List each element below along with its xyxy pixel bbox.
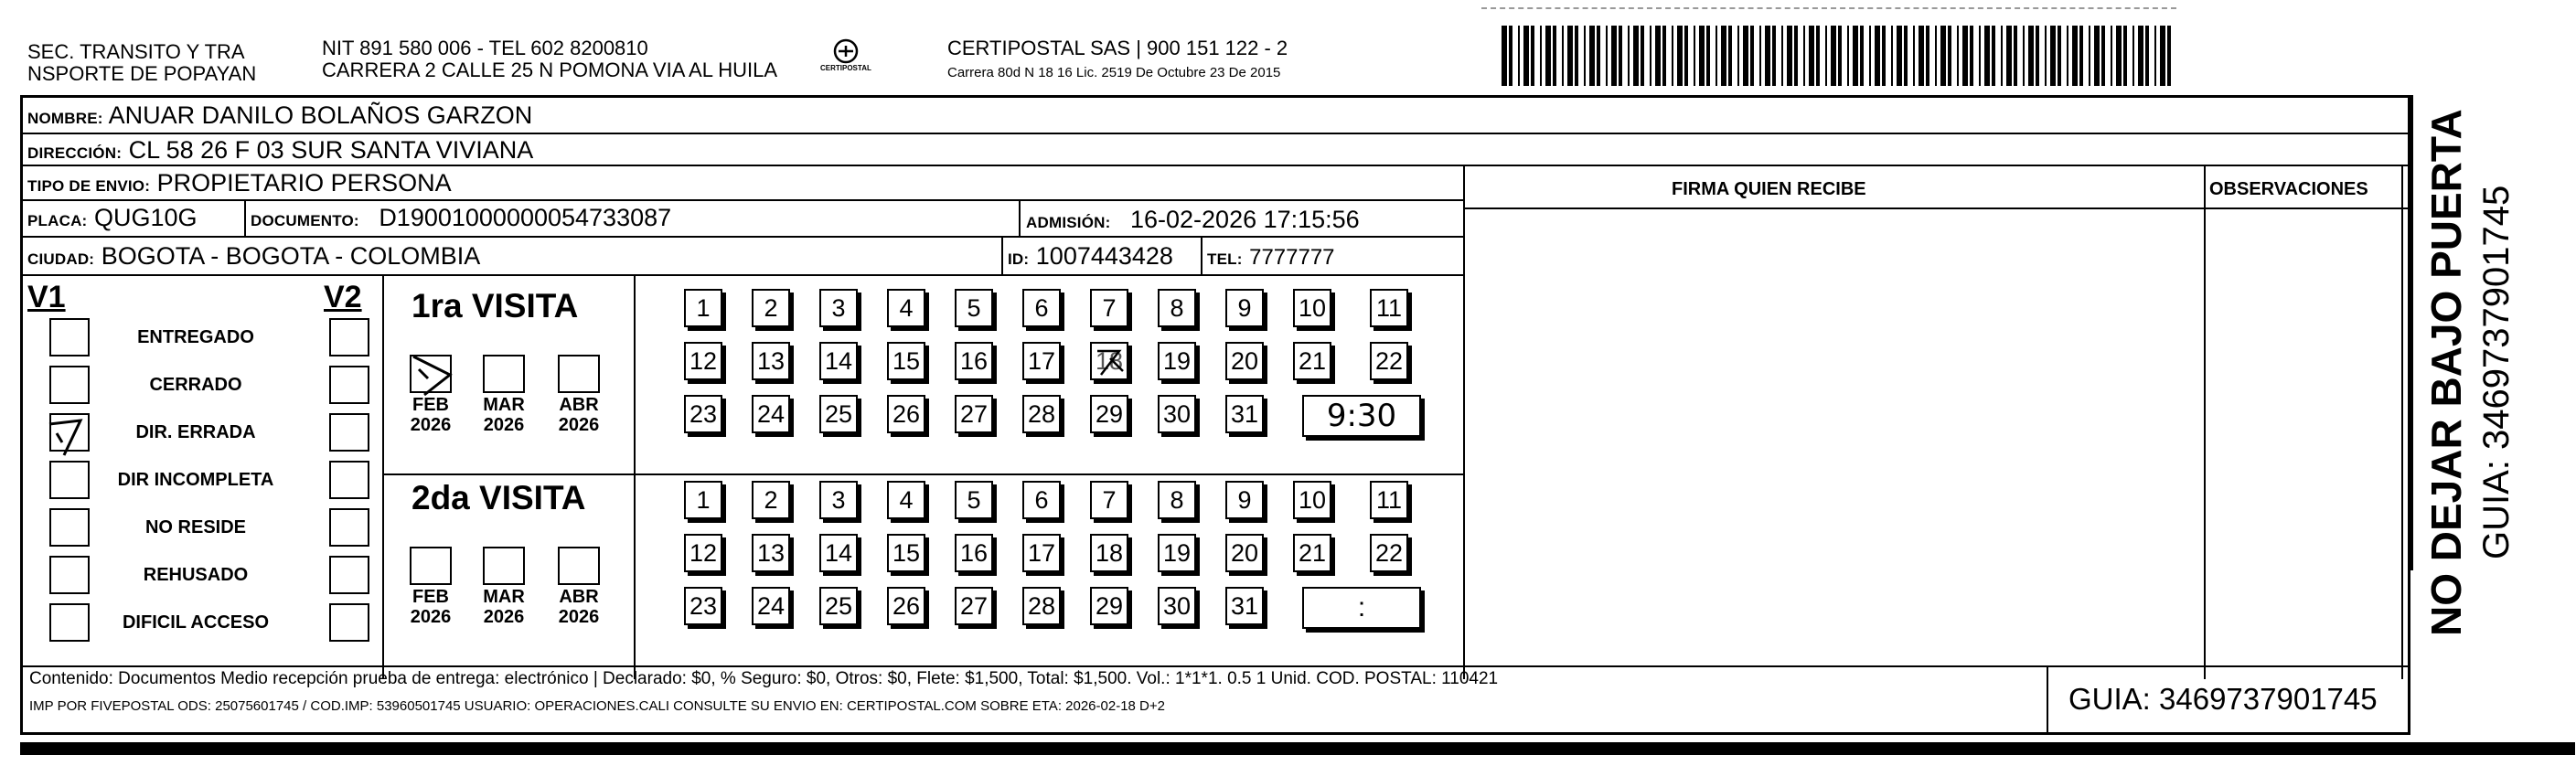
month-checkbox[interactable] xyxy=(558,355,600,393)
barcode-bar xyxy=(1816,26,1820,86)
day-box[interactable]: 31 xyxy=(1225,395,1264,433)
barcode-bar xyxy=(1979,26,1981,86)
barcode-bar xyxy=(1897,26,1902,86)
status-option-label: DIR. ERRADA xyxy=(135,422,256,442)
company-line: CERTIPOSTAL SAS | 900 151 122 - 2 xyxy=(947,37,1288,59)
day-box[interactable]: 20 xyxy=(1225,534,1264,572)
month-label: FEB xyxy=(412,587,449,607)
day-box[interactable]: 6 xyxy=(1022,481,1061,519)
barcode-bar xyxy=(1765,26,1770,86)
barcode-bar xyxy=(2050,26,2056,86)
day-box[interactable]: 23 xyxy=(684,395,722,433)
barcode-bar xyxy=(1913,26,1915,86)
barcode-bar xyxy=(2160,26,2165,86)
barcode-bar xyxy=(2001,26,2003,86)
day-box[interactable]: 8 xyxy=(1158,481,1196,519)
day-box[interactable]: 9 xyxy=(1225,481,1264,519)
month-label: FEB xyxy=(412,395,449,415)
documento-value: D19001000000054733087 xyxy=(379,204,672,231)
day-box[interactable]: 24 xyxy=(752,395,790,433)
barcode-bar xyxy=(1882,26,1886,86)
barcode-bar xyxy=(1962,26,1968,86)
barcode-bar xyxy=(1531,26,1534,86)
day-box[interactable]: 17 xyxy=(1022,342,1061,380)
day-box[interactable]: 7 xyxy=(1090,481,1128,519)
barcode-bar xyxy=(1919,26,1924,86)
signature-area[interactable] xyxy=(1465,209,2202,677)
observaciones-header: OBSERVACIONES xyxy=(2209,179,2368,199)
barcode-bar xyxy=(1831,26,1836,86)
nombre-label: NOMBRE: xyxy=(27,110,103,127)
barcode-bar xyxy=(1589,26,1595,86)
day-box[interactable]: 27 xyxy=(955,395,993,433)
company-license: Carrera 80d N 18 16 Lic. 2519 De Octubre 23 De 2015 xyxy=(947,65,1281,80)
day-box[interactable]: 3 xyxy=(819,481,858,519)
sender-line-2: NSPORTE DE POPAYAN xyxy=(27,62,257,85)
month-year: 2026 xyxy=(410,415,452,435)
side-divider xyxy=(2410,95,2413,570)
barcode-bar xyxy=(1684,26,1688,86)
handwritten-check-mark xyxy=(44,406,99,461)
admision-value: 16-02-2026 17:15:56 xyxy=(1129,206,1360,233)
day-box[interactable]: 16 xyxy=(955,534,993,572)
day-box[interactable]: 31 xyxy=(1225,587,1264,625)
month-year: 2026 xyxy=(558,415,600,435)
ciudad-label: CIUDAD: xyxy=(27,250,95,268)
id-field xyxy=(1008,241,1173,274)
barcode-bar xyxy=(2045,26,2047,86)
day-box[interactable]: 5 xyxy=(955,481,993,519)
admision-label: ADMISIÓN: xyxy=(1026,214,1111,231)
barcode-bar xyxy=(1540,26,1542,86)
day-box[interactable]: 10 xyxy=(1293,481,1331,519)
barcode-bar xyxy=(1984,26,1990,86)
bottom-bar xyxy=(20,742,2575,755)
direccion-label: DIRECCIÓN: xyxy=(27,144,123,162)
barcode-bar xyxy=(1619,26,1622,86)
day-box[interactable]: 7 xyxy=(1090,289,1128,327)
day-box[interactable]: 8 xyxy=(1158,289,1196,327)
barcode-bar xyxy=(2138,26,2143,86)
day-box[interactable]: 25 xyxy=(819,587,858,625)
barcode-bar xyxy=(1641,26,1644,86)
day-box[interactable]: 18 xyxy=(1090,534,1128,572)
day-box[interactable]: 2 xyxy=(752,481,790,519)
month-label: MAR xyxy=(483,587,525,607)
tel-field xyxy=(1207,241,1335,274)
logo-text: CERTIPOSTAL xyxy=(820,64,871,72)
barcode xyxy=(1498,22,2178,90)
barcode-bar xyxy=(1809,26,1814,86)
tipo-label: TIPO DE ENVIO: xyxy=(27,177,151,195)
barcode-bar xyxy=(1545,26,1551,86)
nombre-row xyxy=(27,101,532,133)
barcode-bar xyxy=(1869,26,1871,86)
day-box[interactable]: 28 xyxy=(1022,587,1061,625)
barcode-bar xyxy=(2111,26,2112,86)
barcode-bar xyxy=(2072,26,2078,86)
firma-header: FIRMA QUIEN RECIBE xyxy=(1672,179,1866,199)
day-box[interactable]: 19 xyxy=(1158,342,1196,380)
day-box[interactable]: 14 xyxy=(819,534,858,572)
ciudad-field xyxy=(27,241,480,274)
month-year: 2026 xyxy=(410,607,452,627)
day-box[interactable]: 1 xyxy=(684,481,722,519)
month-label: ABR xyxy=(559,587,599,607)
barcode-bar xyxy=(2145,26,2149,86)
barcode-bar xyxy=(2154,26,2156,86)
barcode-bar xyxy=(1655,26,1661,86)
barcode-bar xyxy=(2116,26,2122,86)
handwritten-day-mark xyxy=(1092,344,1128,380)
barcode-bar xyxy=(2014,26,2017,86)
barcode-bar xyxy=(2089,26,2090,86)
side-guia: GUIA: 3469737901745 xyxy=(2476,185,2517,559)
day-box[interactable]: 12 xyxy=(684,342,722,380)
visit-2-title: 2da VISITA xyxy=(412,479,586,516)
tear-line xyxy=(1481,7,2176,9)
day-box[interactable]: 3 xyxy=(819,289,858,327)
barcode-bar xyxy=(1781,26,1783,86)
month-year: 2026 xyxy=(483,415,525,435)
day-box[interactable]: 15 xyxy=(887,342,925,380)
status-option-label: CERRADO xyxy=(149,375,242,395)
month-checkbox[interactable] xyxy=(558,547,600,585)
day-box[interactable]: 21 xyxy=(1293,534,1331,572)
address-line: CARRERA 2 CALLE 25 N POMONA VIA AL HUILA xyxy=(322,59,778,81)
day-box[interactable]: 25 xyxy=(819,395,858,433)
barcode-bar xyxy=(1935,26,1937,86)
day-box[interactable]: 26 xyxy=(887,587,925,625)
month-label: ABR xyxy=(559,395,599,415)
certipostal-logo xyxy=(820,37,871,77)
barcode-bar xyxy=(1860,26,1864,86)
barcode-bar xyxy=(1509,26,1512,86)
barcode-bar xyxy=(1597,26,1600,86)
day-box[interactable]: 17 xyxy=(1022,534,1061,572)
day-box[interactable]: 13 xyxy=(752,534,790,572)
sender-line-1: SEC. TRANSITO Y TRA xyxy=(27,40,245,63)
month-year: 2026 xyxy=(483,607,525,627)
documento-label: DOCUMENTO: xyxy=(251,212,359,229)
placa-label: PLACA: xyxy=(27,212,88,229)
barcode-bar xyxy=(1606,26,1608,86)
barcode-bar xyxy=(1553,26,1556,86)
barcode-bar xyxy=(1633,26,1639,86)
month-checkbox[interactable] xyxy=(410,547,452,585)
no-dejar-warning: NO DEJAR BAJO PUERTA xyxy=(2422,109,2470,636)
month-label: MAR xyxy=(483,395,525,415)
day-box[interactable]: 29 xyxy=(1090,587,1128,625)
observations-area[interactable] xyxy=(2206,209,2400,677)
barcode-bar xyxy=(2058,26,2061,86)
v1-header: V1 xyxy=(27,280,66,314)
tipo-row xyxy=(27,168,452,201)
ciudad-value: BOGOTA - BOGOTA - COLOMBIA xyxy=(101,242,481,270)
barcode-bar xyxy=(1992,26,1995,86)
barcode-bar xyxy=(2067,26,2068,86)
barcode-bar xyxy=(1904,26,1908,86)
barcode-bar xyxy=(1694,26,1695,86)
barcode-bar xyxy=(1716,26,1717,86)
barcode-bar xyxy=(1706,26,1710,86)
status-option-label: DIFICIL ACCESO xyxy=(122,612,269,633)
barcode-bar xyxy=(1575,26,1578,86)
tel-value: 7777777 xyxy=(1249,245,1335,270)
barcode-bar xyxy=(2132,26,2134,86)
barcode-bar xyxy=(1787,26,1792,86)
barcode-bar xyxy=(1502,26,1507,86)
barcode-bar xyxy=(1875,26,1880,86)
tipo-value: PROPIETARIO PERSONA xyxy=(156,169,452,197)
barcode-bar xyxy=(2028,26,2034,86)
day-box[interactable]: 14 xyxy=(819,342,858,380)
day-box[interactable]: 24 xyxy=(752,587,790,625)
day-box[interactable]: 27 xyxy=(955,587,993,625)
barcode-bar xyxy=(1728,26,1732,86)
barcode-bar xyxy=(1562,26,1564,86)
nombre-value: ANUAR DANILO BOLAÑOS GARZON xyxy=(108,101,533,129)
barcode-bar xyxy=(2167,26,2171,86)
day-box[interactable]: 16 xyxy=(955,342,993,380)
barcode-bar xyxy=(1772,26,1776,86)
footer-content-line: Contenido: Documentos Medio recepción prueba de entrega: electrónico | Declarado: $0, % Seguro: $0, Otros: $0, Flete: $1,500, Total: $1,500. Vol.: 1*1*1. 0.5 1 Unid. COD. POSTAL: 110421 xyxy=(29,669,1499,688)
month-checkbox[interactable] xyxy=(483,355,525,393)
barcode-bar xyxy=(1847,26,1849,86)
barcode-bar xyxy=(1853,26,1858,86)
day-box[interactable]: 5 xyxy=(955,289,993,327)
month-year: 2026 xyxy=(558,607,600,627)
barcode-bar xyxy=(1759,26,1761,86)
day-box[interactable]: 30 xyxy=(1158,395,1196,433)
barcode-bar xyxy=(1611,26,1617,86)
direccion-row xyxy=(27,135,533,168)
barcode-bar xyxy=(1803,26,1805,86)
day-box[interactable]: 20 xyxy=(1225,342,1264,380)
barcode-bar xyxy=(2094,26,2100,86)
barcode-bar xyxy=(1737,26,1739,86)
barcode-bar xyxy=(1891,26,1893,86)
v2-header: V2 xyxy=(324,280,362,314)
admision-field xyxy=(1026,205,1360,238)
barcode-bar xyxy=(2101,26,2105,86)
day-box[interactable]: 4 xyxy=(887,481,925,519)
id-label: ID: xyxy=(1008,250,1030,268)
day-box[interactable]: 11 xyxy=(1370,289,1408,327)
day-box[interactable]: 9 xyxy=(1225,289,1264,327)
barcode-bar xyxy=(1662,26,1666,86)
barcode-bar xyxy=(2123,26,2127,86)
day-box[interactable]: 23 xyxy=(684,587,722,625)
handwritten-check-mark xyxy=(410,351,461,399)
barcode-bar xyxy=(1957,26,1959,86)
month-checkbox[interactable] xyxy=(483,547,525,585)
barcode-bar xyxy=(1794,26,1798,86)
barcode-bar xyxy=(1672,26,1673,86)
barcode-bar xyxy=(1948,26,1951,86)
footer-print-line: IMP POR FIVEPOSTAL ODS: 25075601745 / COD.IMP: 53960501745 USUARIO: OPERACIONES.CALI CONSULTE SU ENVIO EN: CERTIPOSTAL.COM SOBRE ETA: 2026-02-18 D+2 xyxy=(29,698,1165,714)
barcode-bar xyxy=(2023,26,2025,86)
barcode-bar xyxy=(1721,26,1726,86)
barcode-bar xyxy=(1523,26,1529,86)
day-box[interactable]: 30 xyxy=(1158,587,1196,625)
barcode-bar xyxy=(1567,26,1573,86)
day-box[interactable]: 19 xyxy=(1158,534,1196,572)
day-box[interactable]: 28 xyxy=(1022,395,1061,433)
barcode-bar xyxy=(1628,26,1630,86)
barcode-bar xyxy=(1699,26,1705,86)
tel-label: TEL: xyxy=(1207,250,1243,268)
day-box[interactable]: 11 xyxy=(1370,481,1408,519)
day-box[interactable]: 22 xyxy=(1370,342,1408,380)
day-box[interactable]: 6 xyxy=(1022,289,1061,327)
barcode-bar xyxy=(2079,26,2083,86)
barcode-bar xyxy=(2006,26,2012,86)
id-value: 1007443428 xyxy=(1035,242,1173,270)
day-box[interactable]: 15 xyxy=(887,534,925,572)
barcode-bar xyxy=(1825,26,1827,86)
day-box[interactable]: 1 xyxy=(684,289,722,327)
day-box[interactable]: 18 xyxy=(1090,342,1128,380)
barcode-bar xyxy=(1970,26,1973,86)
guia-box: GUIA: 3469737901745 xyxy=(2068,682,2378,716)
day-box[interactable]: 12 xyxy=(684,534,722,572)
status-option-label: DIR INCOMPLETA xyxy=(117,470,274,490)
barcode-bar xyxy=(1677,26,1683,86)
direccion-value: CL 58 26 F 03 SUR SANTA VIVIANA xyxy=(128,136,534,164)
barcode-bar xyxy=(1940,26,1946,86)
time-field[interactable]: 9:30 xyxy=(1302,395,1421,437)
placa-field xyxy=(27,203,197,236)
day-box[interactable]: 13 xyxy=(752,342,790,380)
barcode-bar xyxy=(1584,26,1586,86)
barcode-bar xyxy=(1650,26,1651,86)
day-box[interactable]: 2 xyxy=(752,289,790,327)
day-box[interactable]: 22 xyxy=(1370,534,1408,572)
barcode-bar xyxy=(1743,26,1748,86)
day-box[interactable]: 10 xyxy=(1293,289,1331,327)
placa-value: QUG10G xyxy=(93,204,198,231)
visit-1-title: 1ra VISITA xyxy=(412,287,579,324)
barcode-bar xyxy=(1518,26,1520,86)
status-option-label: NO RESIDE xyxy=(144,517,247,537)
documento-field xyxy=(251,203,671,236)
day-box[interactable]: 4 xyxy=(887,289,925,327)
status-option-label: REHUSADO xyxy=(143,565,249,585)
day-box[interactable]: 26 xyxy=(887,395,925,433)
barcode-bar xyxy=(2036,26,2039,86)
day-box[interactable]: 29 xyxy=(1090,395,1128,433)
time-field[interactable]: : xyxy=(1302,587,1421,629)
day-box[interactable]: 21 xyxy=(1293,342,1331,380)
nit-line: NIT 891 580 006 - TEL 602 8200810 xyxy=(322,37,648,59)
barcode-bar xyxy=(1750,26,1754,86)
barcode-bar xyxy=(1926,26,1929,86)
status-option-label: ENTREGADO xyxy=(137,327,254,347)
barcode-bar xyxy=(1838,26,1842,86)
